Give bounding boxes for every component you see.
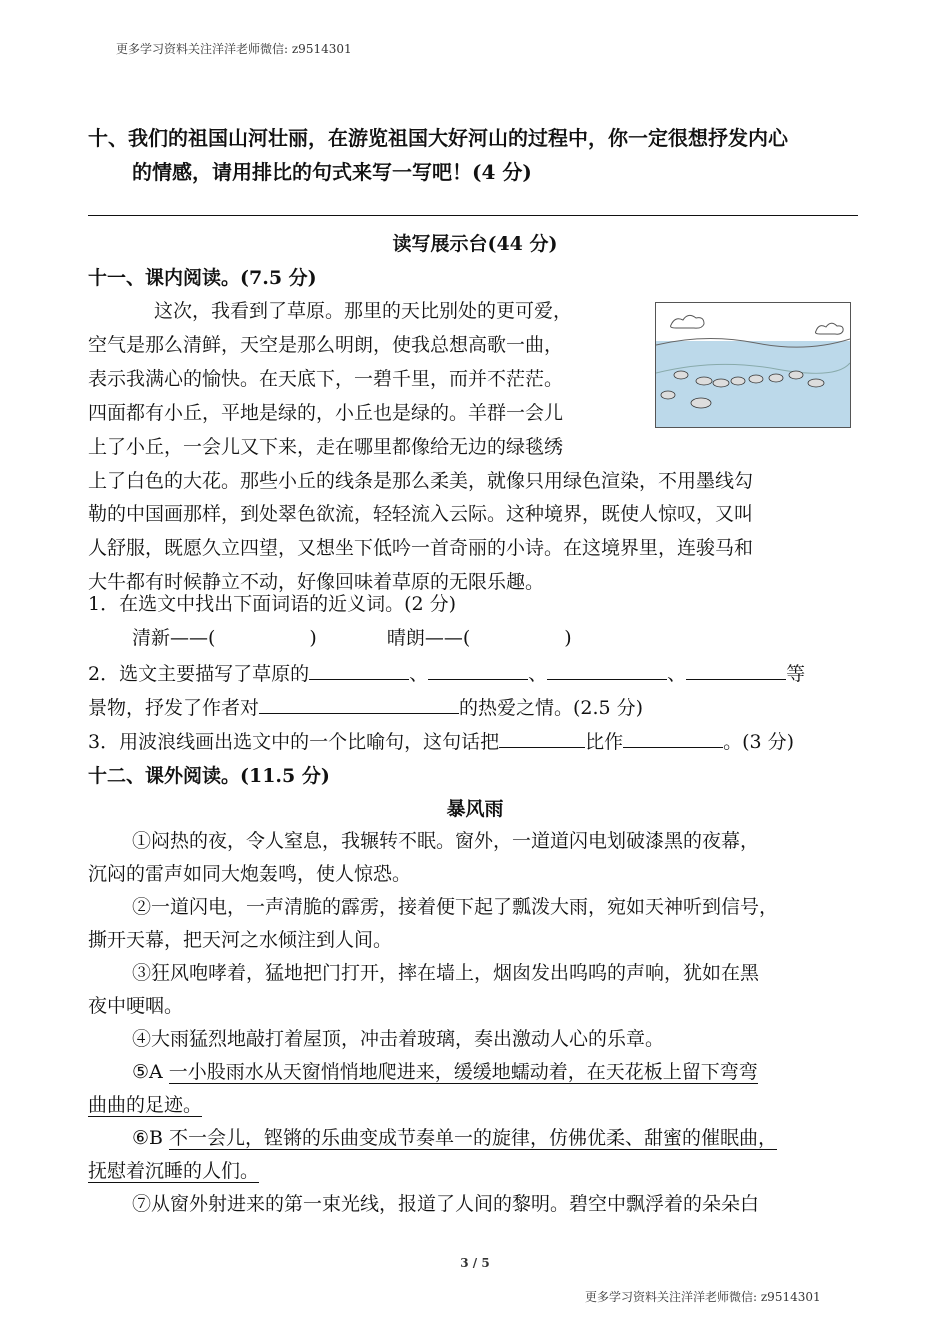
- section-title: 读写展示台(44 分): [392, 233, 558, 255]
- sub2-l2-start: 景物，抒发了作者对: [88, 697, 260, 719]
- story-line: ①闷热的夜，令人窒息，我辗转不眠。窗外，一道道闪电划破漆黑的夜幕，: [132, 830, 760, 852]
- sheep-shape: [749, 375, 763, 383]
- sheep-shape: [769, 374, 783, 382]
- sub3-end: 。(3 分): [723, 731, 795, 753]
- passage-line: 上了小丘，一会儿又下来，走在哪里都像给无边的绿毯绣: [88, 436, 564, 458]
- underlined-sentence-a: 一小股雨水从天窗悄悄地爬进来，缓缓地蠕动着，在天花板上留下弯弯: [168, 1061, 758, 1083]
- blank: [428, 661, 528, 680]
- sub2-end: 等: [786, 663, 806, 685]
- sub1-a-close: ): [309, 627, 317, 649]
- answer-line: [88, 215, 858, 216]
- sub1-b-label: 晴朗——(: [386, 627, 471, 649]
- underlined-sentence-b-cont: 抚慰着沉睡的人们。: [88, 1160, 260, 1182]
- story-line-a2: [88, 1093, 202, 1117]
- story-line: ③狂风咆哮着，猛地把门打开，摔在墙上，烟囱发出呜呜的声响，犹如在黑: [132, 962, 760, 984]
- cloud-shape: [816, 323, 844, 334]
- q10-line1: 十、我们的祖国山河壮丽，在游览祖国大好河山的过程中，你一定很想抒发内心: [88, 126, 788, 150]
- blank: [623, 729, 723, 748]
- blank: [547, 661, 667, 680]
- blank: [686, 661, 786, 680]
- q11-sub2-line2: [88, 695, 643, 720]
- underlined-sentence-a-cont: 曲曲的足迹。: [88, 1094, 203, 1116]
- sheep-shape: [674, 371, 688, 379]
- story-line-b: [132, 1126, 777, 1150]
- sub3-mid: 比作: [585, 731, 624, 753]
- footer-note: 更多学习资料关注洋洋老师微信: z9514301: [585, 1290, 821, 1304]
- cloud-shape: [671, 315, 704, 328]
- blank: [259, 695, 459, 714]
- sheep-shape: [691, 398, 711, 408]
- sub2-start: 2．选文主要描写了草原的: [88, 663, 310, 685]
- passage-line: 上了白色的大花。那些小丘的线条是那么柔美，就像只用绿色渲染，不用墨线勾: [88, 470, 754, 492]
- q11-sub1-answers: [132, 626, 572, 650]
- q11-sub1: 1．在选文中找出下面词语的近义词。(2 分): [88, 593, 457, 615]
- sub1-a-label: 清新——(: [132, 627, 216, 649]
- blank: [499, 729, 585, 748]
- passage-line: 表示我满心的愉快。在天底下，一碧千里，而并不茫茫。: [88, 368, 564, 390]
- sheep-shape: [696, 377, 712, 385]
- passage-line: 大牛都有时候静立不动，好像回味着草原的无限乐趣。: [88, 571, 545, 593]
- sheep-shape: [808, 379, 824, 387]
- passage-line: 这次，我看到了草原。那里的天比别处的更可爱，: [154, 300, 573, 322]
- header-note: 更多学习资料关注洋洋老师微信: z9514301: [116, 42, 352, 56]
- passage-line: 勒的中国画那样，到处翠色欲流，轻轻流入云际。这种境界，既使人惊叹，又叫: [88, 503, 754, 525]
- sub2-sep: 、: [528, 663, 548, 685]
- q11-sub2-line1: [88, 661, 805, 686]
- sub2-l2-end: 的热爱之情。(2.5 分): [459, 697, 644, 719]
- blank: [309, 661, 409, 680]
- q12-heading: 十二、课外阅读。(11.5 分): [88, 765, 330, 787]
- sub1-b-close: ): [564, 627, 572, 649]
- q10-line2-text: 的情感，请用排比的句式来写一写吧！(4 分): [132, 160, 532, 184]
- sheep-shape: [789, 371, 803, 379]
- story-line: ②一道闪电，一声清脆的霹雳，接着便下起了瓢泼大雨，宛如天神听到信号，: [132, 896, 779, 918]
- sub2-sep: 、: [667, 663, 687, 685]
- story-line: ⑦从窗外射进来的第一束光线，报道了人间的黎明。碧空中飘浮着的朵朵白: [132, 1193, 760, 1215]
- grassland-scene-svg: [656, 303, 850, 427]
- story-line-a: [132, 1060, 758, 1084]
- q11-sub3: [88, 729, 794, 754]
- sheep-shape: [661, 391, 675, 399]
- story-title: 暴风雨: [446, 798, 504, 820]
- sheep-shape: [713, 379, 729, 387]
- story-line-b2: [88, 1159, 259, 1183]
- grassland-illustration: [655, 302, 851, 428]
- passage-line: 四面都有小丘，平地是绿的，小丘也是绿的。羊群一会儿: [88, 402, 564, 424]
- story-line: 撕开天幕，把天河之水倾注到人间。: [88, 929, 393, 951]
- story-line: ④大雨猛烈地敲打着屋顶，冲击着玻璃，奏出激动人心的乐章。: [132, 1028, 665, 1050]
- clouds: [671, 315, 844, 334]
- label-b: ⑥B: [132, 1127, 170, 1149]
- sub2-sep: 、: [409, 663, 429, 685]
- underlined-sentence-b: 不一会儿，铿锵的乐曲变成节奏单一的旋律，仿佛优柔、甜蜜的催眠曲，: [169, 1127, 778, 1149]
- label-a: ⑤A: [132, 1061, 169, 1083]
- sub3-start: 3．用波浪线画出选文中的一个比喻句，这句话把: [88, 731, 500, 753]
- story-line: 夜中哽咽。: [88, 995, 184, 1017]
- sheep-shape: [731, 377, 745, 385]
- passage-line: 空气是那么清鲜，天空是那么明朗，使我总想高歌一曲，: [88, 334, 564, 356]
- story-line: 沉闷的雷声如同大炮轰鸣，使人惊恐。: [88, 863, 412, 885]
- passage-line: 人舒服，既愿久立四望，又想坐下低吟一首奇丽的小诗。在这境界里，连骏马和: [88, 537, 754, 559]
- q11-heading: 十一、课内阅读。(7.5 分): [88, 267, 317, 289]
- q10-line2: [132, 160, 532, 184]
- page-number: 3 / 5: [460, 1256, 490, 1270]
